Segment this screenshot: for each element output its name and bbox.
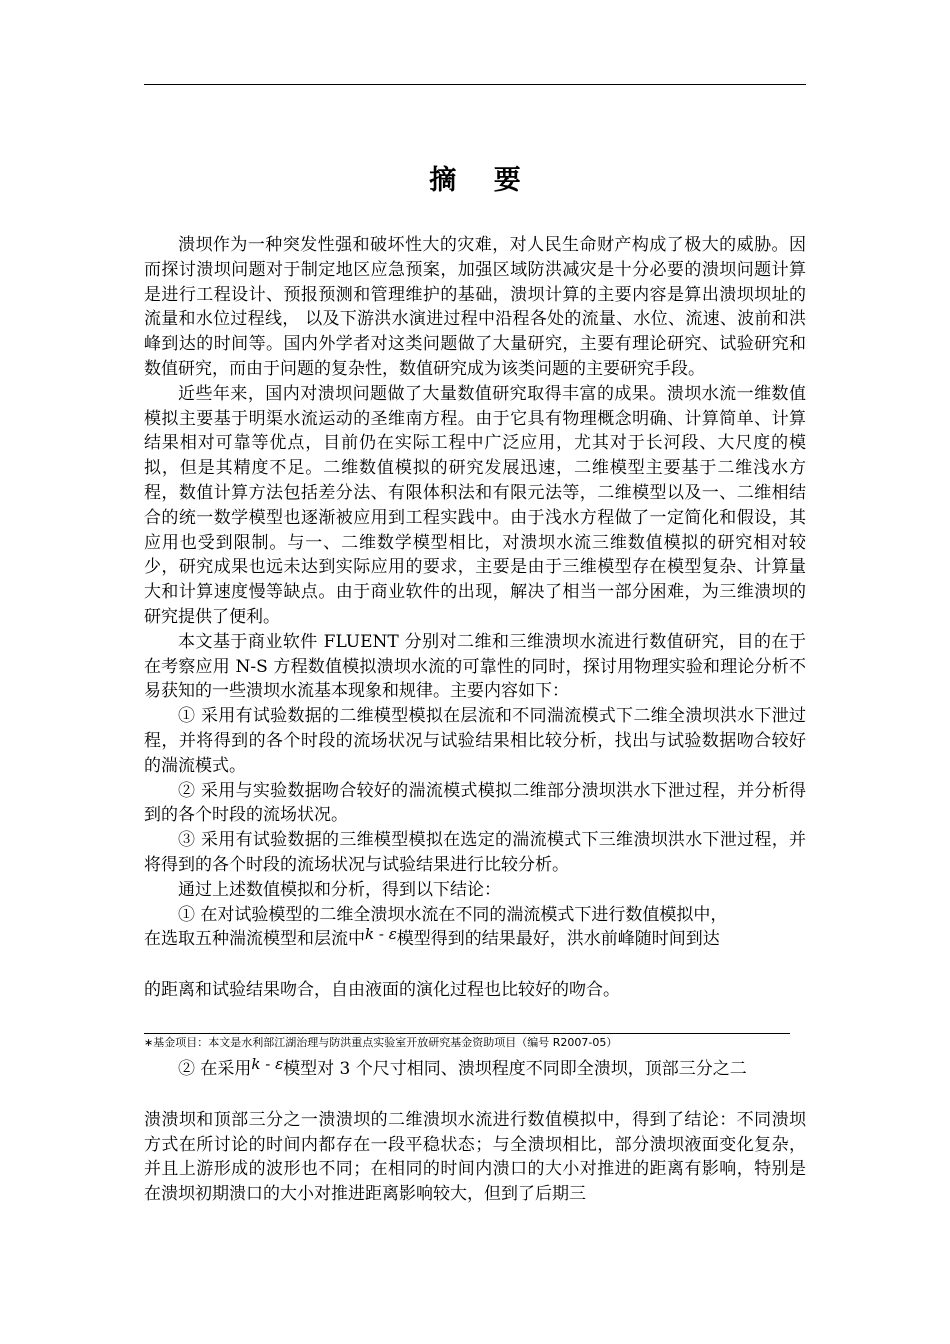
conclusion-2-text-b: 模型对 3 个尺寸相同、溃坝程度不同即全溃坝，顶部三分之二 [283, 1059, 747, 1079]
abstract-paragraph-3: 本文基于商业软件 FLUENT 分别对二维和三维溃坝水流进行数值研究，目的在于在考察应用 N-S 方程数值模拟溃坝水流的可靠性的同时，探讨用物理实验和理论分析不易获知的一些溃坝水流基本现象和规律。主要内容如下： [144, 631, 806, 702]
conclusion-2-line-1 [144, 1057, 806, 1082]
conclusion-1-text-b: 模型得到的结果最好，洪水前峰随时间到达 [396, 929, 720, 950]
conclusion-1-line-1: ① 在对试验模型的二维全溃坝水流在不同的湍流模式下进行数值模拟中， [178, 904, 728, 925]
conclusion-1-line-3: 的距离和试验结果吻合，自由液面的演化过程也比较好的吻合。 [144, 980, 620, 1001]
conclusion-2-text-a: ② 在采用 [178, 1059, 252, 1079]
k-epsilon-formula: k - ε [365, 925, 397, 944]
abstract-body-continued [144, 1057, 806, 1207]
content-item-1: ① 采用有试验数据的二维模型模拟在层流和不同湍流模式下二维全溃坝洪水下泄过程，并将得到的各个时段的流场状况与试验结果相比较分析，找出与试验数据吻合较好的湍流模式。 [144, 706, 806, 776]
conclusion-1-line-2 [144, 927, 806, 952]
content-item-3: ③ 采用有试验数据的三维模型模拟在选定的湍流模式下三维溃坝洪水下泄过程，并将得到的各个时段的流场状况与试验结果进行比较分析。 [144, 830, 806, 875]
conclusions-intro: 通过上述数值模拟和分析，得到以下结论： [178, 879, 501, 900]
header-rule [144, 84, 806, 85]
page-title: 摘 要 [429, 165, 535, 196]
abstract-paragraph-2: 近些年来，国内对溃坝问题做了大量数值研究取得丰富的成果。溃坝水流一维数值模拟主要基于明渠水流运动的圣维南方程。由于它具有物理概念明确、计算简单、计算结果相对可靠等优点，目前仍在实际工程中广泛应用，尤其对于长河段、大尺度的模拟，但是其精度不足。二维数值模拟的研究发展迅速，二维模型主要基于二维浅水方程，数值计算方法包括差分法、有限体积法和有限元法等，二维模型以及一、二维相结合的统一数学模型也逐渐被应用到工程实践中。由于浅水方程做了一定简化和假设，其应用也受到限制。与一、二维数学模型相比，对溃坝水流三维数值模拟的研究相对较少，研究成果也远未达到实际应用的要求，主要是由于三维模型存在模型复杂、计算量大和计算速度慢等缺点。由于商业软件的出现，解决了相当一部分困难，为三维溃坝的研究提供了便利。 [144, 383, 806, 627]
abstract-paragraph-1: 溃坝作为一种突发性强和破坏性大的灾难，对人民生命财产构成了极大的威胁。因而探讨溃坝问题对于制定地区应急预案，加强区域防洪减灾是十分必要的溃坝问题计算是进行工程设计、预报预测和管理维护的基础，溃坝计算的主要内容是算出溃坝坝址的流量和水位过程线， 以及下游洪水演进过程中沿程各处的流量、水位、流速、波前和洪峰到达的时间等。国内外学者对这类问题做了大量研究，主要有理论研究、试验研究和数值研究，而由于问题的复杂性，数值研究成为该类问题的主要研究手段。 [144, 235, 806, 379]
footnote: ∗基金项目：本文是水利部江湖治理与防洪重点实验室开放研究基金资助项目（编号 R2007-05） [144, 1036, 618, 1049]
footnote-rule [144, 1033, 790, 1034]
abstract-body [144, 233, 806, 1003]
k-epsilon-formula: k - ε [251, 1055, 284, 1073]
content-item-2: ② 采用与实验数据吻合较好的湍流模式模拟二维部分溃坝洪水下泄过程，并分析得到的各个时段的流场状况。 [144, 780, 806, 826]
conclusion-2-body: 溃溃坝和顶部三分之一溃溃坝的二维溃坝水流进行数值模拟中，得到了结论：不同溃坝方式在所讨论的时间内都存在一段平稳状态；与全溃坝相比，部分溃坝液面变化复杂，并且上游形成的波形也不同；在相同的时间内溃口的大小对推进的距离有影响，特别是在溃坝初期溃口的大小对推进距离影响较大，但到了后期三 [144, 1109, 806, 1205]
conclusion-1-text-a: 在选取五种湍流模型和层流中 [144, 929, 365, 950]
